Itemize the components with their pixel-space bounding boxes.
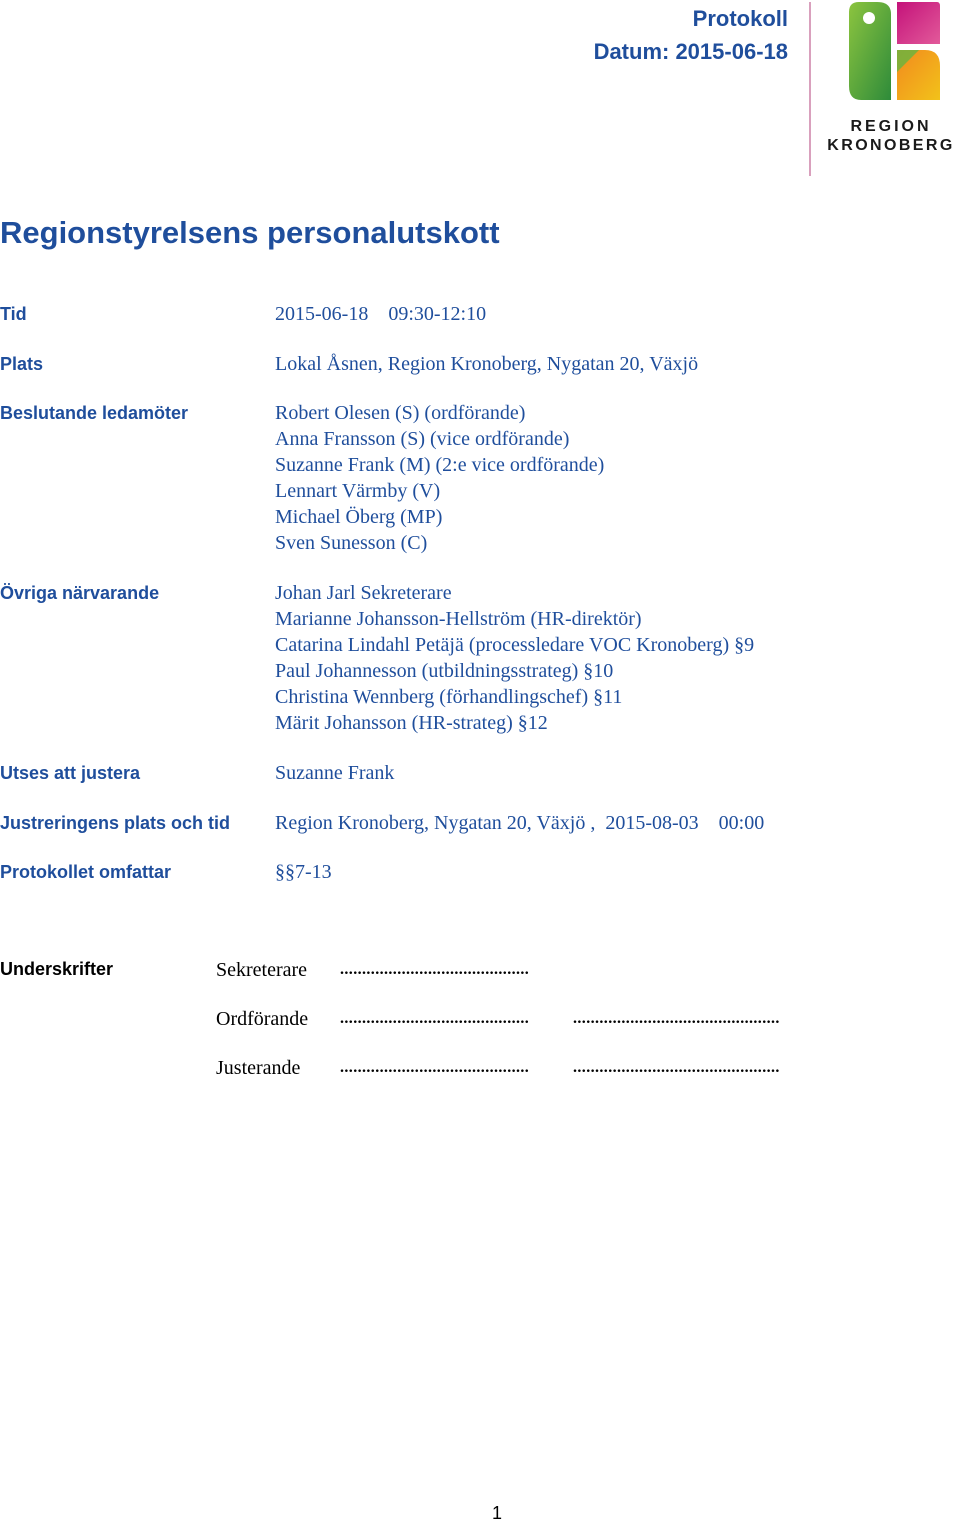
signatures-label: Underskrifter	[0, 959, 114, 979]
header-divider	[809, 2, 811, 176]
signature-line: ...........................................	[340, 1010, 530, 1027]
ovriga-member: Catarina Lindahl Petäjä (processledare VOC Kronoberg) §9	[275, 634, 755, 656]
logo-text-kronoberg: KRONOBERG	[827, 137, 955, 154]
logo-text-region: REGION	[850, 118, 932, 135]
value-justering: Region Kronoberg, Nygatan 20, Växjö , 2015-08-03 00:00	[275, 812, 765, 834]
ovriga-member: Johan Jarl Sekreterare	[275, 582, 452, 604]
page-number: 1	[492, 1503, 503, 1523]
beslutande-member: Lennart Värmby (V)	[275, 480, 441, 502]
value-omfattar: §§7-13	[275, 861, 332, 883]
label-justering: Justreringens plats och tid	[0, 813, 231, 833]
value-justera: Suzanne Frank	[275, 762, 395, 784]
ovriga-list	[275, 580, 754, 736]
label-tid: Tid	[0, 304, 27, 324]
signature-line: ...........................................	[340, 1059, 530, 1076]
beslutande-member: Sven Sunesson (C)	[275, 532, 428, 554]
page-title: Regionstyrelsens personalutskott	[0, 215, 500, 250]
signature-role: Sekreterare	[216, 959, 308, 981]
label-ovriga: Övriga närvarande	[0, 583, 160, 603]
ovriga-member: Märit Johansson (HR-strateg) §12	[275, 712, 548, 734]
document-date: Datum: 2015-06-18	[593, 39, 788, 64]
signature-line: ...........................................	[340, 961, 530, 978]
signature-role: Justerande	[216, 1057, 301, 1079]
beslutande-member: Anna Fransson (S) (vice ordförande)	[275, 428, 570, 450]
value-tid: 2015-06-18 09:30-12:10	[275, 303, 487, 325]
ovriga-member: Paul Johannesson (utbildningsstrateg) §10	[275, 660, 614, 682]
label-omfattar: Protokollet omfattar	[0, 862, 172, 882]
signature-line: ...............................................	[573, 1010, 780, 1027]
label-plats: Plats	[0, 354, 44, 374]
label-justera: Utses att justera	[0, 763, 141, 783]
region-kronoberg-logo	[822, 0, 960, 160]
label-beslutande: Beslutande ledamöter	[0, 403, 189, 423]
beslutande-list	[275, 400, 604, 556]
document-type: Protokoll	[692, 6, 788, 31]
beslutande-member: Robert Olesen (S) (ordförande)	[275, 402, 526, 424]
logo-mark-icon	[847, 0, 942, 104]
beslutande-member: Suzanne Frank (M) (2:e vice ordförande)	[275, 454, 605, 476]
beslutande-member: Michael Öberg (MP)	[275, 506, 443, 528]
signature-line: ...............................................	[573, 1059, 780, 1076]
value-plats: Lokal Åsnen, Region Kronoberg, Nygatan 20, Växjö	[275, 353, 699, 375]
ovriga-member: Christina Wennberg (förhandlingschef) §11	[275, 686, 623, 708]
signature-role: Ordförande	[216, 1008, 309, 1030]
ovriga-member: Marianne Johansson-Hellström (HR-direktör)	[275, 608, 642, 630]
